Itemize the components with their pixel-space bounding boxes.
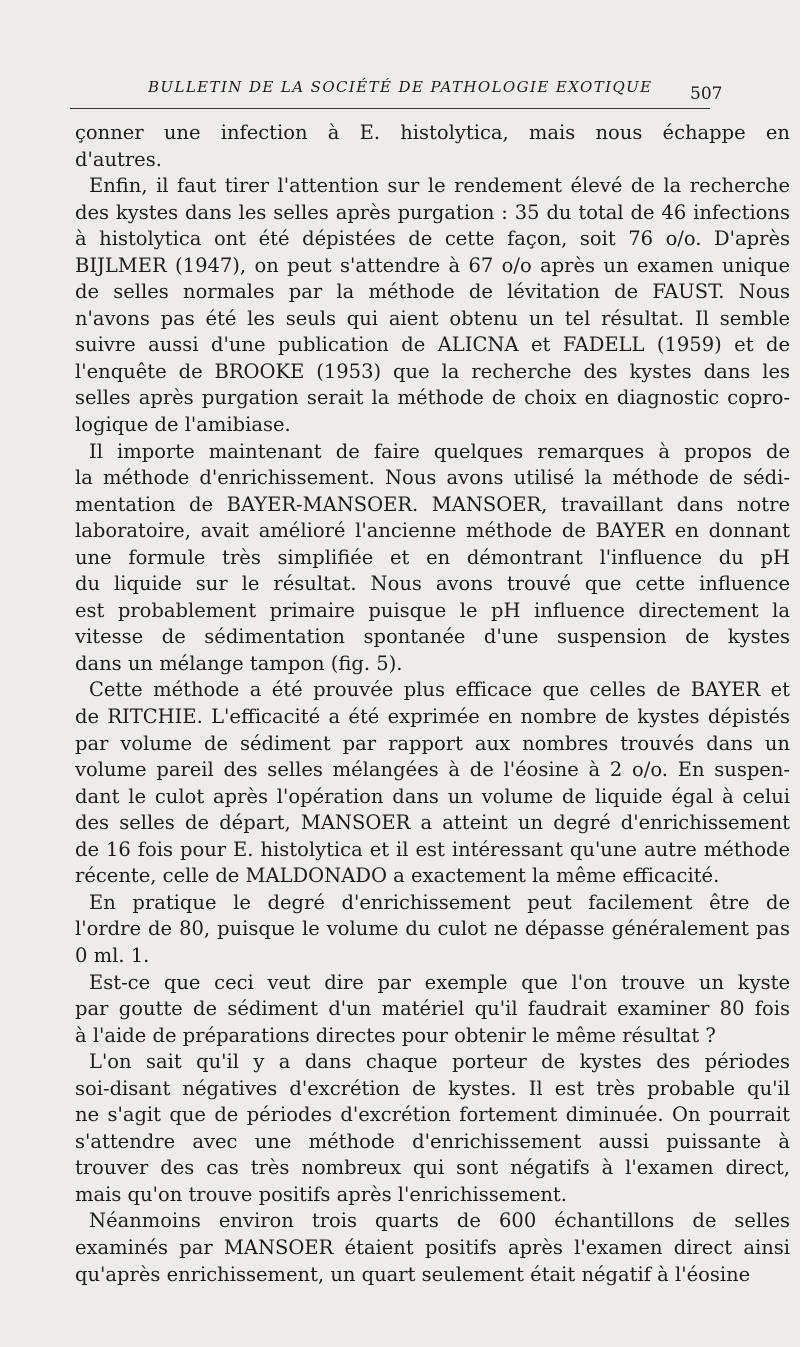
text-line: s'attendre avec une méthode d'enrichissement aussi puissante à [75,1129,790,1153]
text-line: dant le culot après l'opération dans un volume de liquide égal à celui [75,784,790,808]
text-line: une formule très simplifiée et en démontrant l'influence du pH [75,545,790,569]
text-line: Néanmoins environ trois quarts de 600 échantillons de selles [89,1209,790,1233]
text-line: des selles de départ, MANSOER a atteint un degré d'enrichissement [75,811,790,835]
text-line: suivre aussi d'une publication de ALICNA et FADELL (1959) et de [75,333,790,357]
text-line: mais qu'on trouve positifs après l'enrichissement. [75,1182,567,1206]
text-line: vitesse de sédimentation spontanée d'une suspension de kystes [75,625,790,649]
text-line: trouver des cas très nombreux qui sont négatifs à l'examen direct, [75,1156,790,1180]
text-line: est probablement primaire puisque le pH influence directement la [75,598,790,622]
text-line: dans un mélange tampon (fig. 5). [75,651,403,675]
running-header: BULLETIN DE LA SOCIÉTÉ DE PATHOLOGIE EXOTIQUE [148,78,653,96]
text-line: par goutte de sédiment d'un matériel qu'il faudrait examiner 80 fois [75,997,790,1021]
text-line: de selles normales par la méthode de lévitation de FAUST. Nous [75,280,790,304]
text-line: par volume de sédiment par rapport aux nombres trouvés dans un [75,731,790,755]
text-line: L'on sait qu'il y a dans chaque porteur de kystes des périodes [89,1050,790,1074]
text-line: En pratique le degré d'enrichissement peut facilement être de [89,890,790,914]
text-line: volume pareil des selles mélangées à de l'éosine à 2 o/o. En suspen- [75,758,790,782]
body-text [75,120,790,1288]
text-line: de RITCHIE. L'efficacité a été exprimée en nombre de kystes dépistés [75,705,790,729]
text-line: qu'après enrichissement, un quart seulement était négatif à l'éosine [75,1262,751,1286]
text-line: Enfin, il faut tirer l'attention sur le rendement élevé de la recherche [89,174,790,198]
text-line: récente, celle de MALDONADO a exactement la même efficacité. [75,864,720,888]
text-line: laboratoire, avait amélioré l'ancienne méthode de BAYER en donnant [75,519,790,543]
page-number: 507 [690,84,723,104]
text-line: logique de l'amibiase. [75,413,291,437]
text-line: Cette méthode a été prouvée plus efficace que celles de BAYER et [89,678,790,702]
text-line: des kystes dans les selles après purgation : 35 du total de 46 infections [75,200,790,224]
text-line: à histolytica ont été dépistées de cette façon, soit 76 o/o. D'après [75,227,790,251]
header-rule [70,108,710,109]
text-line: du liquide sur le résultat. Nous avons trouvé que cette influence [75,572,790,596]
text-line: n'avons pas été les seuls qui aient obtenu un tel résultat. Il semble [75,306,790,330]
text-line: la méthode d'enrichissement. Nous avons utilisé la méthode de sédi- [75,466,790,490]
text-line: Il importe maintenant de faire quelques remarques à propos de [89,439,790,463]
text-line: l'ordre de 80, puisque le volume du culot ne dépasse généralement pas [75,917,790,941]
text-line: selles après purgation serait la méthode de choix en diagnostic copro- [75,386,790,410]
text-line: ne s'agit que de périodes d'excrétion fortement diminuée. On pourrait [75,1103,790,1127]
text-line: soi-disant négatives d'excrétion de kystes. Il est très probable qu'il [75,1076,790,1100]
text-line: çonner une infection à E. histolytica, mais nous échappe en [75,121,790,144]
text-line: BIJLMER (1947), on peut s'attendre à 67 o/o après un examen unique [75,253,790,277]
text-line: d'autres. [75,147,162,171]
text-line: Est-ce que ceci veut dire par exemple que l'on trouve un kyste [89,970,790,994]
text-line: 0 ml. 1. [75,943,150,967]
text-line: à l'aide de préparations directes pour obtenir le même résultat ? [75,1023,716,1047]
text-line: examinés par MANSOER étaient positifs après l'examen direct ainsi [75,1235,790,1259]
text-line: l'enquête de BROOKE (1953) que la recherche des kystes dans les [75,359,790,383]
text-line: de 16 fois pour E. histolytica et il est intéressant qu'une autre méthode [75,837,790,861]
text-line: mentation de BAYER-MANSOER. MANSOER, travaillant dans notre [75,492,790,516]
